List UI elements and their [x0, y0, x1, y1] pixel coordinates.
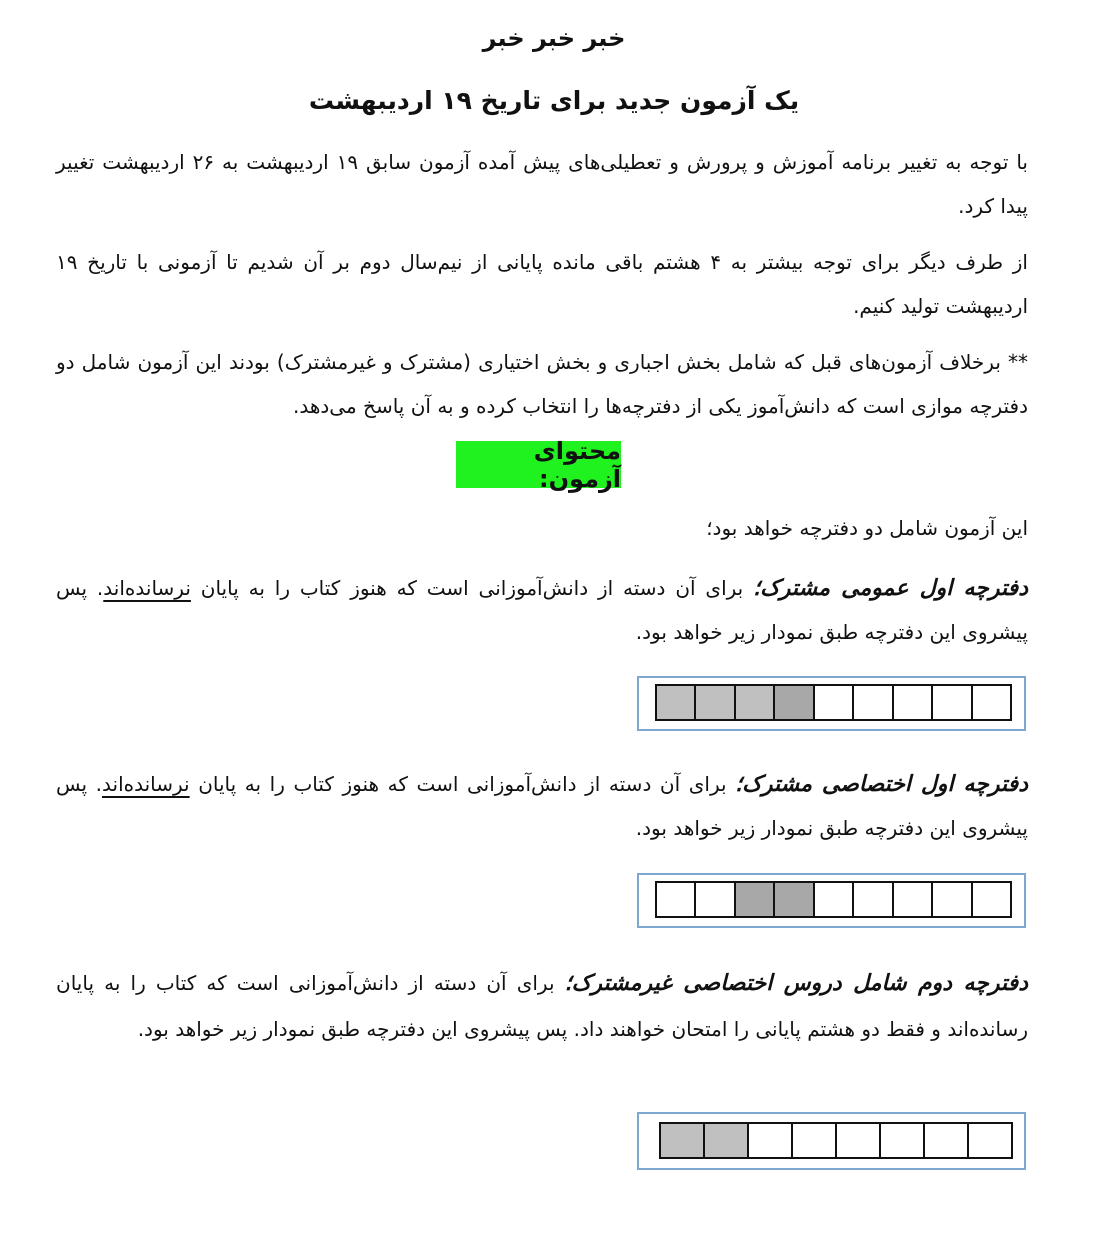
booklet-3-description: [56, 960, 1028, 1052]
progress-cell: [791, 1124, 835, 1157]
booklet-1-text-after: . پس پیشروی این دفترچه طبق نمودار زیر خواهد بود.: [56, 576, 1028, 644]
progress-cell: [773, 883, 812, 916]
progress-cell: [967, 1124, 1011, 1157]
progress-cell: [879, 1124, 923, 1157]
progress-cell: [931, 883, 970, 916]
intro-line: این آزمون شامل دو دفترچه خواهد بود؛: [706, 516, 1028, 540]
progress-cell: [931, 686, 970, 719]
progress-cell: [661, 1124, 703, 1157]
booklet-2-progress-frame: [637, 873, 1026, 928]
booklet-3-text: برای آن دسته از دانش‌آموزانی است که کتاب را به پایان رسانده‌اند و فقط دو هشتم پایانی را امتحان خواهند داد. پس پیشروی این دفترچه طبق نمودار زیر خواهد بود.: [56, 971, 1028, 1041]
progress-cell: [747, 1124, 791, 1157]
progress-cell: [852, 686, 891, 719]
booklet-1-underlined: نرسانده‌اند: [103, 576, 191, 600]
booklet-1-description: [56, 566, 1028, 654]
booklet-3-heading: دفترچه دوم شامل دروس اختصاصی غیرمشترک؛: [564, 970, 1028, 996]
progress-cell: [892, 883, 931, 916]
booklet-2-heading: دفترچه اول اختصاصی مشترک؛: [735, 771, 1028, 797]
progress-cell: [657, 883, 694, 916]
news-subtitle: یک آزمون جدید برای تاریخ ۱۹ اردیبهشت: [308, 86, 800, 115]
paragraph-schedule-change: با توجه به تغییر برنامه آموزش و پرورش و تعطیلی‌های پیش آمده آزمون سابق ۱۹ اردیبهشت به ۲۶ اردیبهشت تغییر پیدا کرد.: [56, 150, 1028, 218]
paragraph-booklets-note: ** برخلاف آزمون‌های قبل که شامل بخش اجباری و بخش اختیاری (مشترک و غیرمشترک) بودند این آزمون شامل دو دفترچه موازی است که دانش‌آموز یکی از دفترچه‌ها را انتخاب کرده و به آن پاسخ می‌دهد.: [56, 350, 1028, 418]
booklet-3-progress-frame: [637, 1112, 1026, 1170]
booklet-2-progress-bar: [655, 881, 1012, 918]
booklet-2-underlined: نرسانده‌اند: [102, 772, 190, 796]
news-title: خبر خبر خبر: [482, 24, 626, 52]
progress-cell: [835, 1124, 879, 1157]
progress-cell: [773, 686, 812, 719]
progress-cell: [971, 883, 1010, 916]
booklet-2-text-after: . پس پیشروی این دفترچه طبق نمودار زیر خواهد بود.: [56, 772, 1028, 840]
booklet-2-description: [56, 762, 1028, 850]
progress-cell: [813, 686, 852, 719]
progress-cell: [852, 883, 891, 916]
booklet-1-progress-bar: [655, 684, 1012, 721]
progress-cell: [734, 686, 773, 719]
progress-cell: [923, 1124, 967, 1157]
progress-cell: [892, 686, 931, 719]
progress-cell: [694, 686, 733, 719]
booklet-1-text: برای آن دسته از دانش‌آموزانی است که هنوز کتاب را به پایان: [200, 576, 744, 600]
progress-cell: [703, 1124, 747, 1157]
progress-cell: [734, 883, 773, 916]
booklet-1-progress-frame: [637, 676, 1026, 731]
booklet-3-progress-bar: [659, 1122, 1013, 1159]
progress-cell: [971, 686, 1010, 719]
progress-cell: [813, 883, 852, 916]
paragraph-new-exam: از طرف دیگر برای توجه بیشتر به ۴ هشتم باقی مانده پایانی از نیم‌سال دوم بر آن شدیم تا آزمونی با تاریخ ۱۹ اردیبهشت تولید کنیم.: [56, 250, 1028, 318]
booklet-1-heading: دفترچه اول عمومی مشترک؛: [753, 575, 1028, 601]
booklet-2-text: برای آن دسته از دانش‌آموزانی است که هنوز کتاب را به پایان: [198, 772, 727, 796]
progress-cell: [657, 686, 694, 719]
section-heading-exam-content: محتوای آزمون:: [456, 441, 621, 488]
progress-cell: [694, 883, 733, 916]
